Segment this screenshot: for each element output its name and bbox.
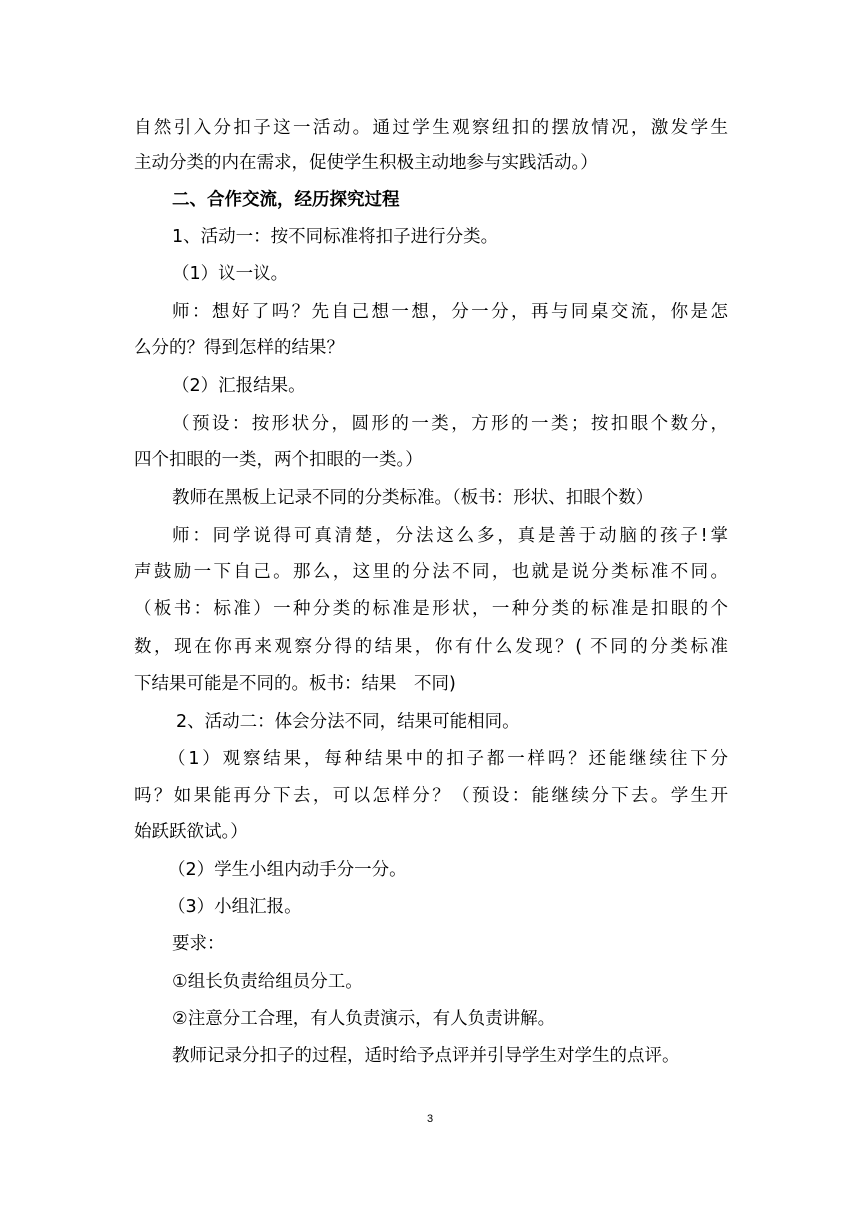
paragraph-line: 师：同学说得可真清楚，分法这么多，真是善于动脑的孩子!掌 xyxy=(172,526,728,546)
paragraph-line: 四个扣眼的一类，两个扣眼的一类。） xyxy=(134,450,423,470)
paragraph-line: 么分的？得到怎样的结果？ xyxy=(134,338,344,358)
paragraph-line: （3）小组汇报。 xyxy=(168,897,302,917)
paragraph-line: 数，现在你再来观察分得的结果，你有什么发现？( 不同的分类标准 xyxy=(134,637,728,657)
page-number: 3 xyxy=(426,1113,434,1125)
paragraph-line: 主动分类的内在需求，促使学生积极主动地参与实践活动。） xyxy=(134,153,598,173)
activity-heading: 2、活动二：体会分法不同，结果可能相同。 xyxy=(176,712,520,732)
paragraph-line: （2）学生小组内动手分一分。 xyxy=(168,860,407,880)
list-item: ②注意分工合理，有人负责演示，有人负责讲解。 xyxy=(172,1009,556,1029)
section-heading: 二、合作交流，经历探究过程 xyxy=(172,190,400,210)
paragraph-line: 自然引入分扣子这一活动。通过学生观察纽扣的摆放情况，激发学生 xyxy=(134,118,728,138)
paragraph-line: 要求： xyxy=(172,934,225,954)
paragraph-line: （1）观察结果，每种结果中的扣子都一样吗？还能继续往下分 xyxy=(168,749,728,769)
paragraph-line: 下结果可能是不同的。板书：结果 不同) xyxy=(134,674,456,694)
paragraph-line: （预设：按形状分，圆形的一类，方形的一类；按扣眼个数分， xyxy=(172,414,728,434)
paragraph-line: 声鼓励一下自己。那么，这里的分法不同，也就是说分类标准不同。 xyxy=(134,562,728,582)
list-item: ①组长负责给组员分工。 xyxy=(172,972,363,992)
paragraph-line: 教师在黑板上记录不同的分类标准。（板书：形状、扣眼个数） xyxy=(172,488,654,508)
paragraph-line: 始跃跃欲试。） xyxy=(134,822,248,842)
paragraph-line: 教师记录分扣子的过程，适时给予点评并引导学生对学生的点评。 xyxy=(172,1046,680,1066)
paragraph-line: （2）汇报结果。 xyxy=(172,376,306,396)
paragraph-line: （1）议一议。 xyxy=(172,264,289,284)
paragraph-line: （板书：标准）一种分类的标准是形状，一种分类的标准是扣眼的个 xyxy=(134,599,728,619)
activity-heading: 1、活动一：按不同标准将扣子进行分类。 xyxy=(172,227,499,247)
paragraph-line: 师：想好了吗？先自己想一想，分一分，再与同桌交流，你是怎 xyxy=(172,302,728,322)
paragraph-line: 吗？如果能再分下去，可以怎样分？（预设：能继续分下去。学生开 xyxy=(134,786,728,806)
